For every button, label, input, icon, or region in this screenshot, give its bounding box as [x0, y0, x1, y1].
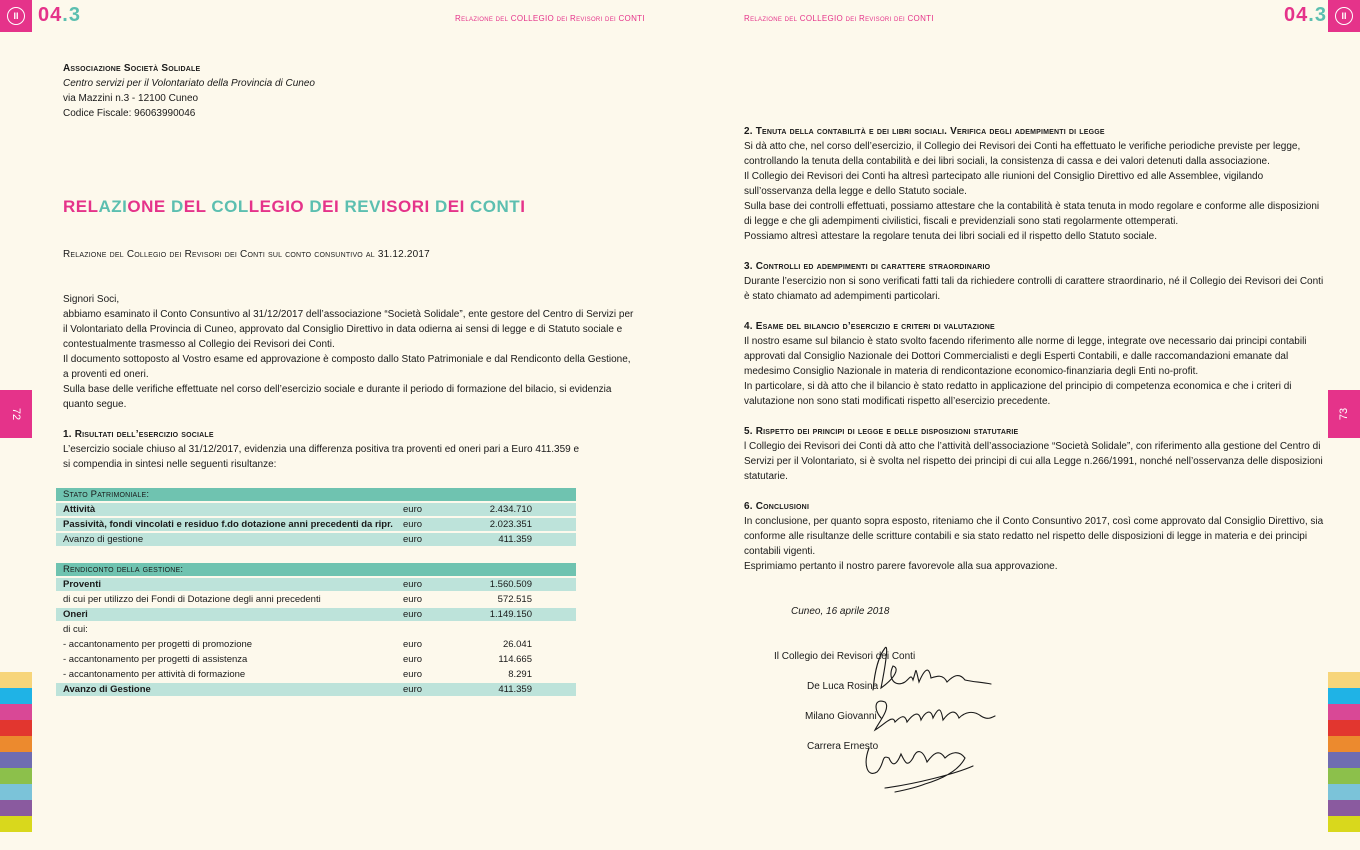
text-line: Durante l’esercizio non si sono verificati fatti tali da richiedere controlli di carattere straordinario, né il Collegio dei Revisori dei Conti [744, 276, 1324, 287]
section-heading: 6. Conclusioni [744, 501, 810, 512]
row-currency: euro [403, 594, 423, 605]
text-line: l Collegio dei Revisori dei Conti dà atto che l’attività dell’associazione “Società Solidale”, con riferimento alla gestione del Centro di [744, 441, 1321, 452]
color-stripe [0, 752, 32, 768]
row-label: - accantonamento per attività di formazione [63, 669, 246, 680]
row-label: Avanzo di gestione [63, 534, 144, 545]
signatory-name: De Luca Rosina [807, 681, 879, 692]
text-line: Sulla base delle verifiche effettuate nel corso dell’esercizio sociale e durante il periodo di formazione del bilacio, si evidenzia [63, 384, 612, 395]
color-stripe [0, 720, 32, 736]
row-value: 26.041 [502, 639, 532, 650]
row-currency: euro [403, 639, 423, 650]
right-column [744, 124, 1323, 589]
chapter-num-dot: . [1308, 4, 1315, 26]
signature-2 [875, 701, 995, 730]
color-stripe [1328, 816, 1360, 832]
table-row [56, 593, 576, 606]
text-line: Signori Soci, [63, 294, 120, 305]
title-segment: LEGIO [248, 197, 310, 216]
title-segment: I [520, 197, 526, 216]
row-value: 2.434.710 [489, 504, 532, 515]
color-stripe [1328, 736, 1360, 752]
text-line: In particolare, si dà atto che il bilancio è stato redatto in applicazione del principio di competenza economica e che i criteri di [744, 381, 1292, 392]
row-currency: euro [403, 579, 423, 590]
table-row [56, 638, 576, 651]
color-stripe [1328, 688, 1360, 704]
section-heading: 2. Tenuta della contabilità e dei libri sociali. Verifica degli adempimenti di legge [744, 126, 1105, 137]
row-label: - accantonamento per progetti di assistenza [63, 654, 248, 665]
text-line: Possiamo altresì attestare la regolare tenuta dei libri sociali ed il rispetto dello Statuto sociale. [744, 231, 1157, 242]
title-segment: D [434, 197, 448, 216]
row-value: 114.665 [498, 654, 532, 665]
color-stripe [0, 784, 32, 800]
signatory-name: Milano Giovanni [805, 711, 877, 722]
chapter-num-dot: . [62, 4, 69, 26]
report-section [744, 259, 1323, 304]
color-stripe [1328, 784, 1360, 800]
chapter-badge-left [0, 0, 32, 32]
text-line: Il Collegio dei Revisori dei Conti ha altresì partecipato alle riunioni del Consiglio Direttivo ed alle Assemblee, vigilando [744, 171, 1264, 182]
text-line: contabili vigenti. [744, 546, 816, 557]
report-subtitle: Relazione del Collegio dei Revisori dei Conti sul conto consuntivo al 31.12.2017 [63, 249, 430, 260]
text-line: statutarie. [744, 471, 788, 482]
color-stripe [1328, 704, 1360, 720]
page-title [63, 197, 525, 217]
page-number-left-label: 72 [10, 407, 22, 421]
text-line: quanto segue. [63, 399, 127, 410]
page-number-left [0, 390, 32, 438]
row-label: di cui per utilizzo dei Fondi di Dotazione degli anni precedenti [63, 594, 321, 605]
row-value: 411.359 [498, 534, 532, 545]
chapter-num-sub: 3 [1314, 4, 1327, 26]
running-head-right: Relazione del COLLEGIO dei Revisori dei CONTI [744, 14, 934, 23]
row-currency: euro [403, 654, 423, 665]
table-row [56, 518, 576, 531]
table-row [56, 503, 576, 516]
color-stripe [0, 800, 32, 816]
intro-paragraph [63, 292, 633, 412]
title-segment: CONT [470, 197, 521, 216]
section-heading: 4. Esame del bilancio d’esercizio e criteri di valutazione [744, 321, 995, 332]
row-currency: euro [403, 519, 423, 530]
title-segment: COL [211, 197, 249, 216]
section-body [63, 442, 579, 472]
color-stripe [1328, 720, 1360, 736]
text-line: Esprimiamo pertanto il nostro parere favorevole alla sua approvazione. [744, 561, 1058, 572]
report-section [744, 424, 1323, 484]
row-label: - accantonamento per progetti di promozione [63, 639, 253, 650]
text-line: a proventi ed oneri. [63, 369, 149, 380]
row-label: Oneri [63, 609, 88, 620]
text-line: valutazione non sono stati modificati rispetto all’esercizio precedente. [744, 396, 1051, 407]
signature-board-label: Il Collegio dei Revisori dei Conti [774, 651, 916, 662]
text-line: sull’osservanza della legge e dello Statuto sociale. [744, 186, 967, 197]
text-line: Il documento sottoposto al Vostro esame ed approvazione è composto dallo Stato Patrimoniale e dal Rendiconto della Gestione, [63, 354, 631, 365]
rendiconto-table [56, 563, 576, 698]
report-section [744, 124, 1323, 244]
chapter-num-main: 04 [38, 4, 63, 26]
association-tax-code: Codice Fiscale: 96063990046 [63, 108, 196, 119]
color-stripe [0, 768, 32, 784]
page-number-right [1328, 390, 1360, 438]
table-row [56, 533, 576, 546]
table-row [56, 578, 576, 591]
title-segment: D [309, 197, 323, 216]
text-line: il Volontariato della Provincia di Cuneo, approvato dal Consiglio Direttivo in data odierna ai sensi di legge e di Statuto sociale e [63, 324, 623, 335]
place-date: Cuneo, 16 aprile 2018 [791, 606, 890, 617]
chapter-roman-icon: II [1335, 7, 1353, 25]
row-value: 2.023.351 [489, 519, 532, 530]
color-stripe [0, 816, 32, 832]
text-line: è stato chiamato ad adempimenti particolari. [744, 291, 941, 302]
color-stripe [1328, 768, 1360, 784]
table-header-label: Rendiconto della gestione: [63, 564, 184, 575]
row-label: Attività [63, 504, 96, 515]
signatory-name: Carrera Ernesto [807, 741, 879, 752]
chapter-num-main: 04 [1284, 4, 1309, 26]
row-value: 1.149.150 [489, 609, 532, 620]
color-stripe [0, 688, 32, 704]
text-line: Si dà atto che, nel corso dell’esercizio, il Collegio dei Revisori dei Conti ha effettuato le verifiche periodiche previste per legge, [744, 141, 1301, 152]
section-heading: 3. Controlli ed adempimenti di carattere straordinario [744, 261, 991, 272]
title-segment: EI [322, 197, 345, 216]
table-row [56, 608, 576, 621]
table-row [56, 653, 576, 666]
color-stripe [1328, 672, 1360, 688]
text-line: approvati dal Consiglio Nazionale dei Dottori Commercialisti e degli Esperti Contabili, e dalle raccomandazioni emanate dal [744, 351, 1289, 362]
chapter-num-sub: 3 [68, 4, 81, 26]
color-stripe [0, 704, 32, 720]
page-number-right-label: 73 [1338, 407, 1350, 421]
row-value: 411.359 [498, 684, 532, 695]
row-currency: euro [403, 684, 423, 695]
color-stripes-right [1328, 672, 1360, 832]
text-line: di legge e che gli adempimenti civilistici, fiscali e previdenziali sono stati regolarmente ottemperati. [744, 216, 1179, 227]
row-label: di cui: [63, 624, 88, 635]
title-segment: REL [63, 197, 99, 216]
row-label: Proventi [63, 579, 102, 590]
color-stripes-left [0, 672, 32, 832]
text-line: Il nostro esame sul bilancio è stato svolto facendo riferimento alle norme di legge, integrate ove necessario dai principi contabili [744, 336, 1307, 347]
chapter-number-right [1284, 4, 1327, 27]
title-segment: AZI [98, 197, 128, 216]
text-line: si compendia in sintesi nelle seguenti risultanze: [63, 459, 277, 470]
text-line: Servizi per il Volontariato, si è svolta nel rispetto dei principi di cui alla Legge n.266/1991, nonché nell’osservanza delle disposizioni [744, 456, 1323, 467]
text-line: In conclusione, per quanto sopra esposto, riteniamo che il Conto Consuntivo 2017, così come approvato dal Consiglio Direttivo, sia [744, 516, 1324, 527]
title-segment: EL [183, 197, 212, 216]
text-line: conforme alle risultanze delle scritture contabili e sia stato redatto nel rispetto delle disposizioni di legge in materia e dei principi [744, 531, 1308, 542]
chapter-badge-right [1328, 0, 1360, 32]
title-segment: ONE [127, 197, 171, 216]
row-currency: euro [403, 669, 423, 680]
signature-3 [866, 748, 973, 792]
table-header-row [56, 563, 576, 576]
row-label: Passività, fondi vincolati e residuo f.do dotazione anni precedenti da ripr. [63, 519, 393, 530]
report-section [744, 319, 1323, 409]
text-line: abbiamo esaminato il Conto Consuntivo al 31/12/2017 dell’associazione “Società Solidale”, ente gestore del Centro di Servizi per [63, 309, 634, 320]
stato-patrimoniale-table [56, 488, 576, 548]
table-header-row [56, 488, 576, 501]
row-value: 1.560.509 [489, 579, 532, 590]
chapter-roman-icon: II [7, 7, 25, 25]
table-row [56, 623, 576, 636]
text-line: contestualmente trasmesso al Collegio dei Revisori dei Conti. [63, 339, 335, 350]
chapter-number-left [38, 4, 81, 27]
color-stripe [0, 736, 32, 752]
title-segment: ISORI [380, 197, 435, 216]
title-segment: EI [447, 197, 471, 216]
title-segment: REV [344, 197, 381, 216]
table-row [56, 668, 576, 681]
row-value: 8.291 [508, 669, 532, 680]
row-value: 572.515 [497, 594, 532, 605]
association-address: via Mazzini n.3 - 12100 Cuneo [63, 93, 199, 104]
table-header-label: Stato Patrimoniale: [63, 489, 150, 500]
row-currency: euro [403, 609, 423, 620]
title-segment: D [170, 197, 184, 216]
association-subtitle: Centro servizi per il Volontariato della Provincia di Cuneo [63, 78, 315, 89]
color-stripe [0, 672, 32, 688]
section-heading: 1. Risultati dell’esercizio sociale [63, 429, 214, 440]
running-head-left: Relazione del COLLEGIO dei Revisori dei CONTI [455, 14, 645, 23]
text-line: medesimo Consiglio Nazionale in materia di rendicontazione economico-finanziaria degli Enti no-profit. [744, 366, 1199, 377]
section-heading: 5. Rispetto dei principi di legge e delle disposizioni statutarie [744, 426, 1019, 437]
table-row [56, 683, 576, 696]
text-line: L’esercizio sociale chiuso al 31/12/2017, evidenzia una differenza positiva tra proventi ed oneri pari a Euro 411.359 e [63, 444, 580, 455]
color-stripe [1328, 800, 1360, 816]
text-line: controllando la tenuta della contabilità e dei libri sociali, la consistenza di cassa e dei valori detenuti dalla associazione. [744, 156, 1270, 167]
color-stripe [1328, 752, 1360, 768]
text-line: Sulla base dei controlli effettuati, possiamo attestare che la contabilità è stata tenuta in modo regolare e conforme alle disposizioni [744, 201, 1320, 212]
row-currency: euro [403, 504, 423, 515]
row-currency: euro [403, 534, 423, 545]
association-name: Associazione Società Solidale [63, 63, 201, 74]
row-label: Avanzo di Gestione [63, 684, 151, 695]
report-section [744, 499, 1323, 574]
